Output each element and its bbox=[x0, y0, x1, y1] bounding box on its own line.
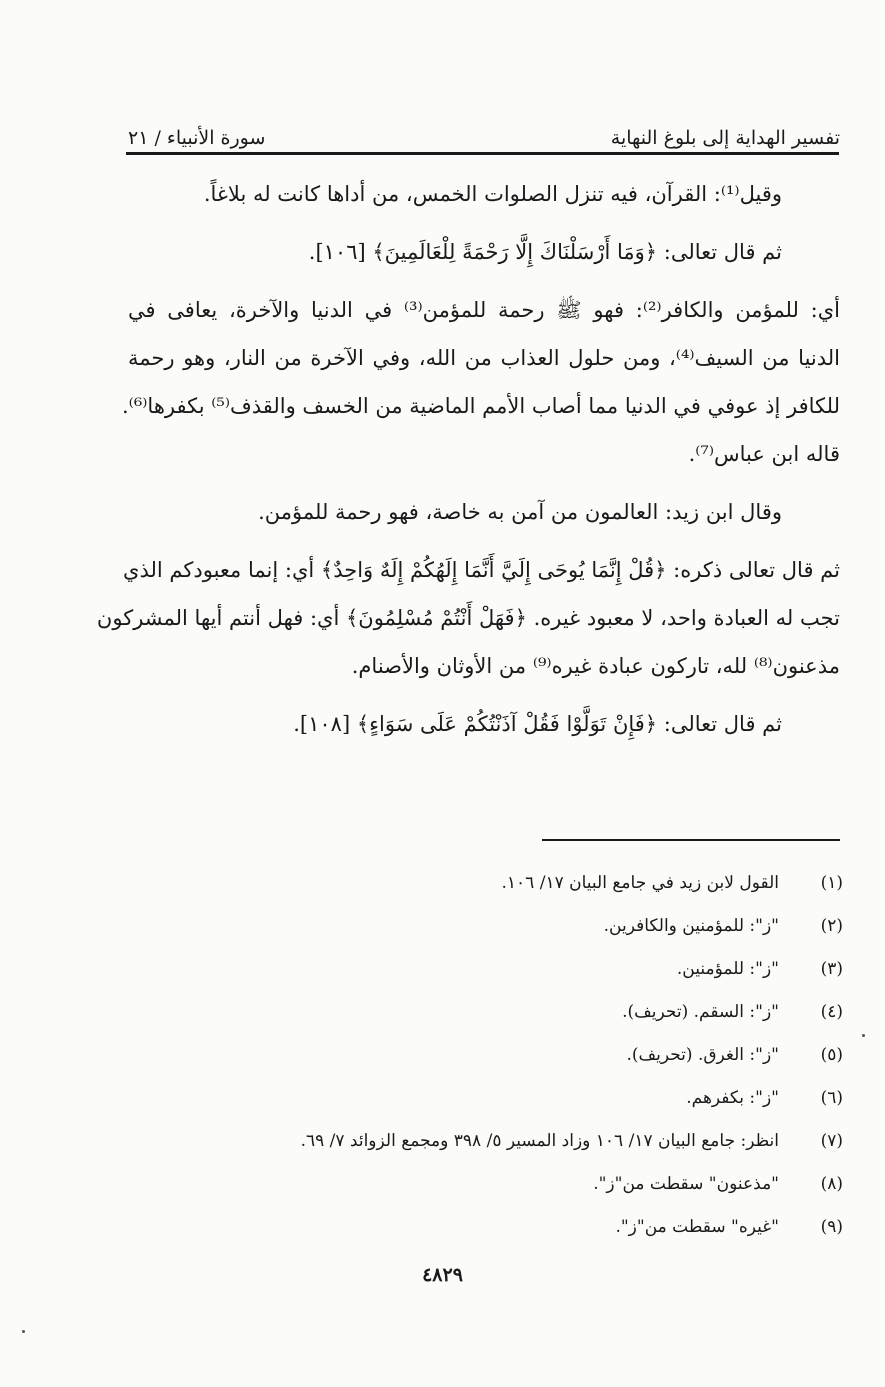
main-text bbox=[96, 170, 841, 748]
text-line: تجب له العبادة واحد، لا معبود غيره. ﴿فَهَلْ أَنْتُمْ مُسْلِمُونَ﴾ أي: فهل أنتم أيها المشركون bbox=[96, 606, 840, 630]
footnote-item bbox=[133, 991, 845, 1034]
text-line: وقيل⁽¹⁾: القرآن، فيه تنزل الصلوات الخمس، من أداها كانت له بلاغاً. bbox=[203, 182, 782, 206]
footnote-item bbox=[133, 948, 845, 991]
surah-reference: سورة الأنبياء / ٢١ bbox=[128, 127, 266, 149]
footnote-item bbox=[133, 1120, 845, 1163]
footnote-item bbox=[133, 862, 845, 905]
book-title: تفسير الهداية إلى بلوغ النهاية bbox=[610, 127, 840, 149]
scan-speck bbox=[22, 1330, 25, 1333]
text-line: وقال ابن زيد: العالمون من آمن به خاصة، فهو رحمة للمؤمن. bbox=[258, 500, 782, 524]
footnote-text: القول لابن زيد في جامع البيان ١٧/ ١٠٦. bbox=[501, 873, 779, 893]
scan-speck bbox=[862, 1034, 865, 1037]
footnote-number: (٨) bbox=[820, 1174, 843, 1194]
header-rule bbox=[126, 152, 839, 155]
text-line: للكافر إذ عوفي في الدنيا مما أصاب الأمم الماضية من الخسف والقذف⁽⁵⁾ بكفرها⁽⁶⁾. bbox=[122, 394, 840, 418]
footnote-number: (٩) bbox=[820, 1217, 843, 1237]
footnote-text: "مذعنون" سقطت من"ز". bbox=[593, 1174, 779, 1194]
text-line: الدنيا من السيف⁽⁴⁾، ومن حلول العذاب من الله، وفي الآخرة من النار، وهو رحمة bbox=[128, 346, 841, 370]
text-line: ثم قال تعالى: ﴿وَمَا أَرْسَلْنَاكَ إِلَّا رَحْمَةً لِلْعَالَمِينَ﴾ [١٠٦]. bbox=[308, 240, 782, 264]
footnote-item bbox=[133, 1034, 845, 1077]
text-line: أي: للمؤمن والكافر⁽²⁾: فهو ﷺ رحمة للمؤمن⁽³⁾ في الدنيا والآخرة، يعافى في bbox=[128, 298, 840, 322]
footnote-text: "ز": للمؤمنين والكافرين. bbox=[603, 916, 779, 936]
page-number: ٤٨٢٩ bbox=[422, 1264, 463, 1286]
footnote-text: "ز": الغرق. (تحريف). bbox=[626, 1045, 779, 1065]
footnote-text: "غيره" سقطت من"ز". bbox=[615, 1217, 779, 1237]
footnote-number: (٤) bbox=[820, 1002, 843, 1022]
running-header bbox=[128, 112, 840, 148]
text-line: ثم قال تعالى: ﴿فَإِنْ تَوَلَّوْا فَقُلْ آذَنْتُكُمْ عَلَى سَوَاءٍ﴾ [١٠٨]. bbox=[293, 712, 782, 736]
footnote-item bbox=[133, 1163, 845, 1206]
footnote-number: (٥) bbox=[820, 1045, 843, 1065]
footnote-item bbox=[133, 1206, 845, 1249]
text-line: مذعنون⁽⁸⁾ لله، تاركون عبادة غيره⁽⁹⁾ من الأوثان والأصنام. bbox=[351, 654, 840, 678]
footnote-item bbox=[133, 905, 845, 948]
footnote-number: (٧) bbox=[820, 1131, 843, 1151]
footnote-number: (١) bbox=[820, 873, 843, 893]
footnote-text: انظر: جامع البيان ١٧/ ١٠٦ وزاد المسير ٥/ ٣٩٨ ومجمع الزوائد ٧/ ٦٩. bbox=[300, 1131, 779, 1151]
footnote-number: (٢) bbox=[820, 916, 843, 936]
footnotes bbox=[133, 862, 845, 1249]
footnote-text: "ز": بكفرهم. bbox=[686, 1088, 779, 1108]
footnote-separator bbox=[542, 839, 840, 841]
footnote-number: (٣) bbox=[820, 959, 843, 979]
text-line: ثم قال تعالى ذكره: ﴿قُلْ إِنَّمَا يُوحَى إِلَيَّ أَنَّمَا إِلَهُكُمْ إِلَهٌ وَاحِدٌ﴾ أي: إنما معبودكم الذي bbox=[123, 558, 840, 582]
footnote-item bbox=[133, 1077, 845, 1120]
text-line: قاله ابن عباس⁽⁷⁾. bbox=[688, 442, 840, 466]
footnote-text: "ز": للمؤمنين. bbox=[676, 959, 779, 979]
footnote-text: "ز": السقم. (تحريف). bbox=[622, 1002, 779, 1022]
footnote-number: (٦) bbox=[820, 1088, 843, 1108]
